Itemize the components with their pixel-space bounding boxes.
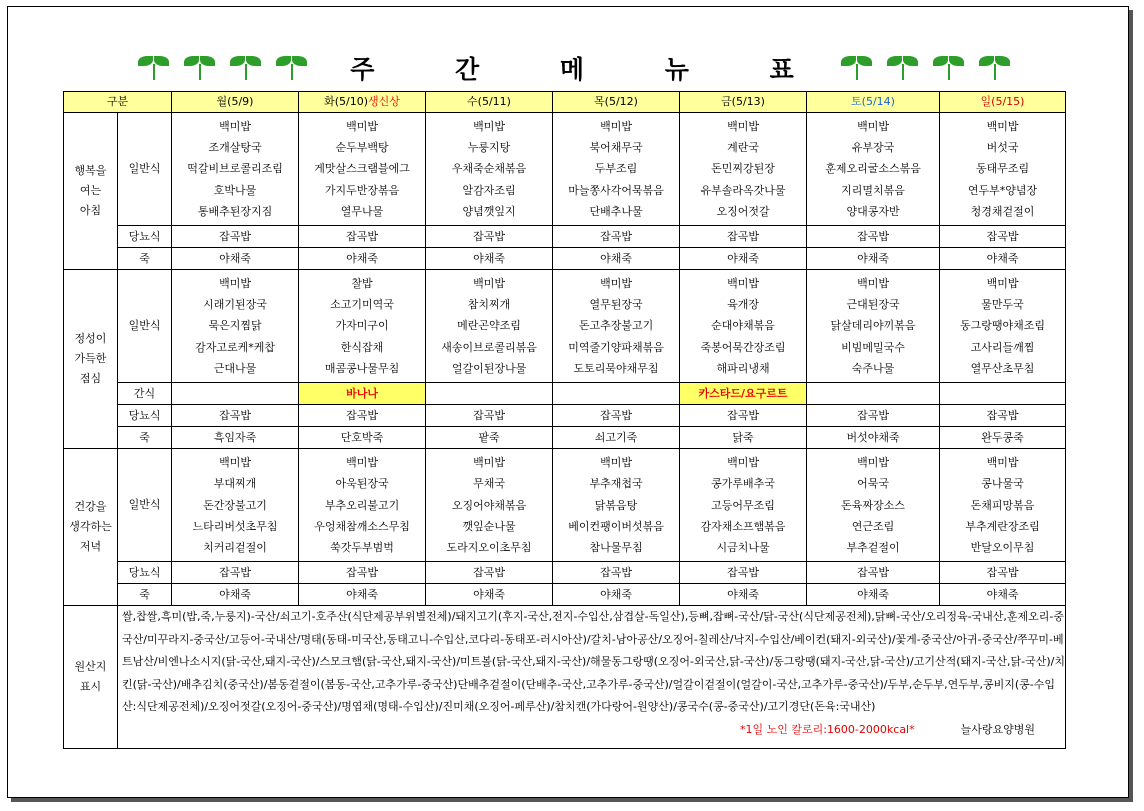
menu-cell: 잡곡밥 [553,226,680,248]
breakfast-diabetic-row [64,226,1066,248]
snack-cell [940,383,1066,405]
diabetic-diet-label: 당뇨식 [118,405,172,427]
menu-cell: 백미밥 조개살탕국 떡갈비브로콜리조림 호박나물 통배추된장지짐 [172,113,299,226]
menu-cell: 백미밥 부대찌개 돈간장불고기 느타리버섯초무침 치커리겉절이 [172,449,299,562]
menu-cell: 잡곡밥 [172,562,299,584]
diabetic-diet-label: 당뇨식 [118,562,172,584]
menu-cell: 잡곡밥 [680,405,807,427]
breakfast-general-row [64,113,1066,226]
menu-cell: 야채죽 [299,584,426,606]
menu-cell: 잡곡밥 [680,562,807,584]
weekly-menu-table [63,91,1066,749]
menu-cell: 백미밥 근대된장국 닭살데리야끼볶음 비빔메밀국수 숙주나물 [807,270,940,383]
menu-cell: 백미밥 육개장 순대야채볶음 죽봉어묵간장조림 해파리냉채 [680,270,807,383]
dinner-section-label: 건강을 생각하는 저녁 [64,449,118,606]
breakfast-section-label: 행복을 여는 아침 [64,113,118,270]
menu-cell: 완두콩죽 [940,427,1066,449]
menu-cell: 잡곡밥 [807,226,940,248]
menu-cell: 단호박죽 [299,427,426,449]
dinner-diabetic-row [64,562,1066,584]
menu-cell: 백미밥 유부장국 훈제오리굴소스볶음 지리멸치볶음 양대콩자반 [807,113,940,226]
menu-cell: 야채죽 [299,248,426,270]
lunch-section-label: 정성이 가득한 점심 [64,270,118,449]
menu-cell: 백미밥 어묵국 돈육짜장소스 연근조림 부추겉절이 [807,449,940,562]
lunch-diabetic-row [64,405,1066,427]
general-diet-label: 일반식 [118,113,172,226]
menu-cell: 백미밥 순두부백탕 게맛살스크램블에그 가지두반장볶음 열무나물 [299,113,426,226]
day-header: 목(5/12) [553,92,680,113]
lunch-porridge-row [64,427,1066,449]
menu-cell: 잡곡밥 [172,405,299,427]
origin-section-label: 원산지 표시 [64,606,118,749]
menu-cell: 팥죽 [426,427,553,449]
header-row [64,92,1066,113]
menu-cell: 잡곡밥 [553,562,680,584]
menu-cell: 백미밥 콩나물국 돈채피망볶음 부추계란장조림 반달오이무침 [940,449,1066,562]
hospital-name: 늘사랑요양병원 [960,722,1036,736]
menu-cell: 잡곡밥 [426,226,553,248]
snack-cell [172,383,299,405]
origin-row [64,606,1066,749]
menu-cell: 백미밥 참치찌개 메란곤약조림 새송이브로콜리볶음 얼갈이된장나물 [426,270,553,383]
menu-cell: 야채죽 [172,584,299,606]
day-header: 수(5/11) [426,92,553,113]
menu-cell: 야채죽 [807,584,940,606]
menu-cell: 야채죽 [172,248,299,270]
menu-cell: 잡곡밥 [426,562,553,584]
menu-cell: 흑임자죽 [172,427,299,449]
menu-cell: 잡곡밥 [680,226,807,248]
menu-cell: 백미밥 버섯국 동태무조림 연두부*양념장 청경채겉절이 [940,113,1066,226]
dinner-porridge-row [64,584,1066,606]
menu-cell: 백미밥 콩가루배추국 고등어무조림 감자채소프햄볶음 시금치나물 [680,449,807,562]
menu-cell: 야채죽 [553,584,680,606]
general-diet-label: 일반식 [118,449,172,562]
snack-cell [807,383,940,405]
day-header: 월(5/9) [172,92,299,113]
lunch-snack-row [64,383,1066,405]
snack-cell [426,383,553,405]
menu-cell: 야채죽 [940,248,1066,270]
menu-cell: 잡곡밥 [940,562,1066,584]
dinner-general-row [64,449,1066,562]
breakfast-porridge-row [64,248,1066,270]
calorie-note: *1일 노인 칼로리:1600-2000kcal* [739,722,915,736]
menu-cell: 야채죽 [426,248,553,270]
menu-cell: 백미밥 부추재첩국 닭볶음탕 베이컨팽이버섯볶음 참나물무침 [553,449,680,562]
category-header: 구분 [64,92,172,113]
menu-cell: 백미밥 시래기된장국 묵은지찜닭 감자고로케*케찹 근대나물 [172,270,299,383]
menu-cell: 찰밥 소고기미역국 가자미구이 한식잡채 매콤콩나물무침 [299,270,426,383]
porridge-diet-label: 죽 [118,584,172,606]
menu-cell: 잡곡밥 [299,405,426,427]
menu-cell: 백미밥 계란국 돈민찌강된장 유부솔라옥갓나물 오징어젓갈 [680,113,807,226]
porridge-diet-label: 죽 [118,248,172,270]
day-header: 일(5/15) [940,92,1066,113]
menu-cell: 잡곡밥 [299,226,426,248]
diabetic-diet-label: 당뇨식 [118,226,172,248]
menu-cell: 잡곡밥 [299,562,426,584]
snack-cell: 카스타드/요구르트 [680,383,807,405]
day-header: 금(5/13) [680,92,807,113]
origin-text: 쌀,찹쌀,흑미(밥,죽,누룽지)-국산/쇠고기-호주산(식단제공부위별전체)/돼지고기(후지-국산,전지-수입산,삼겹살-독일산),등뼈,잡뼈-국산/닭-국산(식단제공전체),닭뼈-국산/오리정육-국내산,훈제오리-중국산/미꾸라지-중국산/고등어-국내산/명태(동태-미국산,동태고니-수입산,코다리-동태포-러시아산)/갈치-남아공산/오징어-칠레산/낙지-수입산/베이컨(돼지-외국산)/꽃게-중국산/아귀-중국산/쭈꾸미-베트남산/비엔나소시지(닭-국산,돼지-국산)/스모크햄(닭-국산,돼지-국산)/미트볼(닭-국산,돼지-국산)/해물동그랑땡(오징어-외국산,닭-국산)/동그랑땡(돼지-국산,닭-국산)/고기산적(돼지-국산,닭-국산)/치킨(닭-국산)/배추김치(중국산)/봄동겉절이(봄동-국산,고추가루-중국산)단배추겉절이(단배추-국산,고추가루-중국산)/얼갈이겉절이(얼갈이-국산,고추가루-중국산)/두부,순두부,연두부,콩비지(콩-수입산:식단제공전체)/오징어젓갈(오징어-중국산)/명엽채(명태-수입산)/진미채(오징어-페루산)/참치캔(가다랑어-원양산)/콩국수(콩-중국산)/고기경단(돈육:국내산) [122,610,1065,714]
menu-cell: 백미밥 누룽지탕 우채죽순채볶음 알감자조림 양념깻잎지 [426,113,553,226]
menu-cell: 야채죽 [553,248,680,270]
menu-cell: 잡곡밥 [940,226,1066,248]
menu-cell: 잡곡밥 [172,226,299,248]
general-diet-label: 일반식 [118,270,172,383]
snack-label: 간식 [118,383,172,405]
menu-cell: 잡곡밥 [807,405,940,427]
menu-cell: 잡곡밥 [553,405,680,427]
origin-text-cell [118,606,1066,749]
snack-cell: 바나나 [299,383,426,405]
porridge-diet-label: 죽 [118,427,172,449]
menu-cell: 백미밥 북어채무국 두부조림 마늘쫑사각어묵볶음 단배추나물 [553,113,680,226]
menu-cell: 백미밥 무채국 오징어야채볶음 깻잎순나물 도라지오이초무침 [426,449,553,562]
day-header: 화(5/10)생신상 [299,92,426,113]
menu-cell: 야채죽 [680,584,807,606]
menu-cell: 잡곡밥 [807,562,940,584]
page-title: 주 간 메 뉴 표 [350,55,830,84]
menu-cell: 백미밥 아욱된장국 부추오리불고기 우엉채참깨소스무침 쑥갓두부범벅 [299,449,426,562]
day-header: 토(5/14) [807,92,940,113]
menu-cell: 버섯야채죽 [807,427,940,449]
lunch-general-row [64,270,1066,383]
menu-cell: 닭죽 [680,427,807,449]
menu-cell: 백미밥 물만두국 동그랑땡야채조림 고사리들깨찜 열무산초무침 [940,270,1066,383]
menu-cell: 야채죽 [940,584,1066,606]
menu-cell: 쇠고기죽 [553,427,680,449]
menu-cell: 백미밥 열무된장국 돈고추장불고기 미역줄기양파채볶음 도토리묵야채무침 [553,270,680,383]
footer-note [122,719,1065,742]
snack-cell [553,383,680,405]
menu-cell: 잡곡밥 [426,405,553,427]
menu-cell: 잡곡밥 [940,405,1066,427]
menu-cell: 야채죽 [426,584,553,606]
menu-cell: 야채죽 [807,248,940,270]
menu-cell: 야채죽 [680,248,807,270]
